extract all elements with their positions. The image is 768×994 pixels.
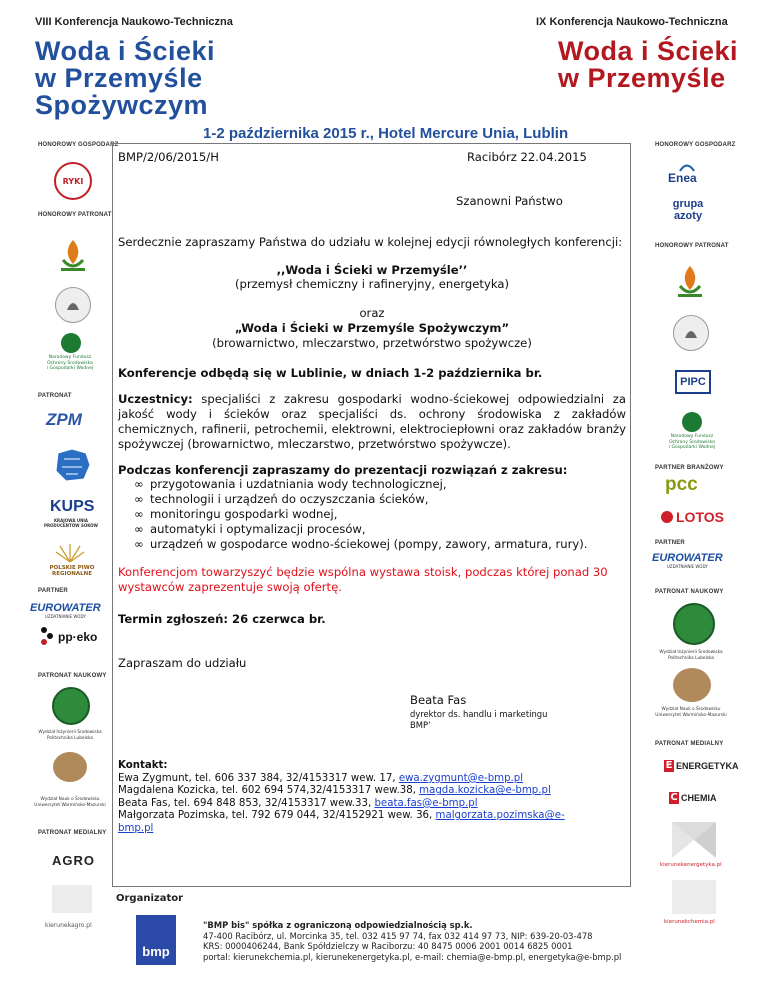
contact-email-link[interactable]: ewa.zygmunt@e-bmp.pl [398, 772, 524, 784]
agro-logo: AGRO [52, 853, 95, 868]
contact-details: Beata Fas, tel. 694 848 853, 32/4153317 wew.33, [118, 797, 375, 809]
wydzial-inz-left-seal-icon [52, 687, 90, 725]
polskie-piwo-label: POLSKIE PIWO REGIONALNE [49, 565, 95, 577]
left-edition-label: VIII Konferencja Naukowo-Techniczna [35, 16, 233, 28]
energetyka-text: ENERGETYKA [676, 761, 739, 771]
eurowater-right-logo: EUROWATER [652, 552, 723, 564]
wydzial-inz-right-text [648, 650, 734, 661]
conf2-subtitle: (browarnictwo, mleczarstwo, przetwórstwo spożywcze) [212, 335, 532, 350]
eurowater-right-sub: UZDATNIANIE WODY [667, 564, 708, 569]
contact-email-link[interactable]: magda.kozicka@e-bmp.pl [419, 785, 551, 797]
scope-item-text: monitoringu gospodarki wodnej, [150, 506, 338, 521]
right-edition-label: IX Konferencja Naukowo-Techniczna [536, 16, 728, 28]
registration-deadline: Termin zgłoszeń: 26 czerwca br. [118, 611, 326, 626]
nfos-right-line-3: i Gospodarki Wodnej [668, 445, 716, 450]
conf1-title: ,,Woda i Ścieki w Przemyśle’’ [276, 262, 468, 277]
list-item [134, 492, 626, 507]
left-label-honorowy-patronat: HONOROWY PATRONAT [38, 212, 112, 218]
organizer-label: Organizator [116, 893, 184, 904]
contact-line [118, 810, 588, 835]
scope-item-text: technologii i urządzeń do oczyszczania ścieków, [150, 492, 429, 507]
nfos-right-line-2: Ochrony Środowiska [669, 439, 715, 445]
energetyka-logo [664, 760, 739, 778]
ppeko-dots-icon [40, 626, 54, 646]
right-label-honorowy-patronat: HONOROWY PATRONAT [655, 243, 729, 249]
footer-address: 47-400 Racibórz, ul. Morcinka 35, tel. 032 415 97 74, fax 032 414 97 73, NIP: 639-20-03-478 [203, 930, 593, 941]
contact-line [118, 785, 626, 798]
contact-details: Ewa Zygmunt, tel. 606 337 384, 32/4153317 wew. 17, [118, 772, 399, 784]
conf2-title: „Woda i Ścieki w Przemyśle Spożywczym” [234, 320, 510, 335]
wydzial-inz-left-text [28, 730, 112, 741]
scope-list [118, 477, 626, 551]
right-title-line-1: Woda i Ścieki [558, 36, 739, 66]
letter-reference: BMP/2/06/2015/H [118, 150, 219, 164]
infinity-bullet-icon: ∞ [134, 506, 144, 521]
chemia-portal-label: kierunekchemia.pl [664, 919, 715, 925]
wydzial-inz-right-seal-icon [673, 603, 715, 645]
left-label-patronat-medialny: PATRONAT MEDIALNY [38, 830, 107, 836]
contact-details: Małgorzata Pozimska, tel. 792 679 044, 32/4152921 wew. 36, [118, 810, 436, 822]
energetyka-e-icon: E [665, 760, 673, 771]
ryki-logo-text: RYKI [62, 176, 84, 186]
oraz-label: oraz [359, 306, 385, 321]
footer-company-info [203, 920, 643, 962]
kups-logo: KUPS [50, 498, 95, 515]
nfos-left-icon [61, 333, 81, 353]
letter-header-row [118, 150, 626, 166]
wydzial-nauk-left-line-2: Uniwersytet Warmińsko-Mazurski [34, 802, 106, 808]
eurowater-left-logo: EUROWATER [30, 602, 101, 614]
wydzial-inz-left-line-2: Politechnika Lubelska [46, 735, 94, 741]
footer-portal: portal: kierunekchemia.pl, kierunekenergetyka.pl, e-mail: chemia@e-bmp.pl, energetyka@e-bmp.pl [203, 951, 622, 962]
wydzial-inz-left-line-1: Wydział Inżynierii Środowiska [38, 730, 102, 735]
infinity-bullet-icon: ∞ [134, 492, 144, 507]
agro-portal-graphic-icon [52, 885, 92, 913]
nfos-left-line-2: Ochrony Środowiska [47, 360, 93, 366]
wydzial-nauk-right-line-1: Wydział Nauk o Środowisku [661, 707, 721, 712]
lubelskie-right-emblem-icon [675, 262, 705, 300]
poland-map-icon [52, 447, 92, 483]
chemia-c-icon: C [670, 792, 678, 803]
enea-text: Enea [668, 171, 697, 185]
lotos-text: LOTOS [676, 509, 724, 525]
left-title-line-3: Spożywczym [35, 90, 209, 120]
left-conference-title [35, 38, 215, 119]
contact-details: Magdalena Kozicka, tel. 602 694 574,32/4153317 wew.38, [118, 785, 420, 797]
conference-date-location: 1-2 października 2015 r., Hotel Mercure Unia, Lublin [203, 125, 569, 142]
footer-krs: KRS: 0000406244, Bank Spółdzielczy w Raciborzu: 40 8475 0006 2001 0014 6825 0001 [203, 941, 573, 951]
signer-role: dyrektor ds. handlu i marketingu [410, 709, 548, 720]
list-item [134, 521, 626, 537]
contact-email-link[interactable]: beata.fas@e-bmp.pl [374, 797, 478, 809]
energetyka-portal-graphic-icon [672, 822, 716, 858]
letter-intro: Serdecznie zapraszamy Państwa do udziału w kolejnej edycji równoległych konferencji: [118, 234, 623, 249]
contact-line [118, 773, 626, 786]
left-title-line-2: w Przemyśle [35, 63, 203, 93]
nfos-left-text [42, 355, 98, 372]
contact-line [118, 798, 626, 811]
scope-item-text: urządzeń w gospodarce wodno-ściekowej (pompy, zawory, armatura, rury). [150, 536, 588, 551]
infinity-bullet-icon: ∞ [134, 536, 144, 551]
signer-company: BMP’ [410, 720, 431, 731]
right-label-honorowy-gospodarz: HONOROWY GOSPODARZ [655, 142, 736, 148]
kups-subtitle: KRAJOWA UNIA PRODUCENTÓW SOKÓW [44, 518, 98, 528]
list-item [134, 536, 626, 552]
bmp-logo-text: bmp [142, 944, 170, 959]
right-label-patronat-naukowy: PATRONAT NAUKOWY [655, 589, 724, 595]
infinity-bullet-icon: ∞ [134, 477, 144, 492]
scope-heading: Podczas konferencji zapraszamy do prezentacji rozwiązań z zakresu: [118, 462, 568, 477]
energetyka-portal-label: kierunekenergetyka.pl [660, 862, 722, 868]
right-conference-title [558, 38, 738, 92]
infinity-bullet-icon: ∞ [134, 521, 144, 536]
wydzial-inz-right-line-2: Politechnika Lubelska [667, 655, 715, 661]
enea-logo [665, 162, 709, 186]
right-label-partner-branzowy: PARTNER BRANŻOWY [655, 465, 724, 471]
ryki-logo [54, 162, 92, 200]
participants-text: specjaliści z zakresu gospodarki wodno-ściekowej odpowiedzialni za jakość wody i ścieków oraz specjaliści ds. ochrony środowiska z zakładów chemicznych, rafinerii, petrochemii, elektrowni, elektrociepłowni oraz zakładów branży spożywczej (browarnictwo, mleczarstwo, przetwórstwo spożywcze). [118, 392, 626, 451]
contact-heading: Kontakt: [118, 760, 168, 772]
left-label-patronat: PATRONAT [38, 393, 72, 399]
grupa-azoty-logo [663, 198, 713, 222]
polskie-piwo-emblem-icon [55, 538, 85, 564]
contact-email-link[interactable]: malgorzata.pozimska@e-bmp.pl [118, 810, 565, 834]
right-label-patronat-medialny: PATRONAT MEDIALNY [655, 741, 724, 747]
letter-place-date: Racibórz 22.04.2015 [467, 150, 587, 164]
scope-item-text: przygotowania i uzdatniania wody technologicznej, [150, 477, 447, 492]
lotos-flower-icon [660, 510, 674, 524]
left-label-patronat-naukowy: PATRONAT NAUKOWY [38, 673, 107, 679]
signer-block [118, 709, 626, 731]
chemia-logo [669, 792, 729, 810]
left-title-line-1: Woda i Ścieki [35, 36, 216, 66]
wojewoda-right-seal-icon [673, 315, 709, 351]
left-label-partner: PARTNER [38, 588, 68, 594]
nfos-right-icon [682, 412, 702, 432]
ppeko-logo [40, 624, 110, 650]
wojewoda-seal-icon [55, 287, 91, 323]
wydzial-nauk-right-line-2: Uniwersytet Warmińsko-Mazurski [655, 712, 727, 718]
wydzial-nauk-left-text [28, 797, 112, 808]
chemia-portal-graphic-icon [672, 880, 716, 914]
signer-name: Beata Fas [410, 692, 467, 707]
scope-item-text: automatyki i optymalizacji procesów, [150, 521, 366, 536]
list-item [134, 477, 626, 492]
wydzial-nauk-right-seal-icon [673, 668, 711, 702]
list-item [134, 506, 626, 522]
location-line: Konferencje odbędą się w Lublinie, w dniach 1-2 października br. [118, 365, 543, 380]
contact-block [118, 760, 626, 835]
agro-portal-label: kierunekagro.pl [45, 922, 92, 929]
wydzial-inz-right-line-1: Wydział Inżynierii Środowiska [659, 650, 723, 655]
nfos-left-line-3: i Gospodarki Wodnej [46, 366, 94, 371]
lubelskie-emblem-icon [58, 236, 88, 274]
nfos-right-text [664, 434, 720, 451]
letter-body [118, 150, 626, 835]
wydzial-nauk-left-line-1: Wydział Nauk o Środowisku [40, 797, 100, 802]
conf1-subtitle: (przemysł chemiczny i rafineryjny, energetyka) [235, 277, 509, 292]
pipc-logo: PIPC [675, 370, 711, 394]
footer-company-name: "BMP bis" spółka z ograniczoną odpowiedzialnością sp.k. [203, 920, 473, 930]
grupa-azoty-line-1: grupa [672, 198, 704, 210]
right-label-partner: PARTNER [655, 540, 685, 546]
ppeko-text: pp·eko [58, 630, 98, 644]
chemia-text: CHEMIA [681, 793, 717, 803]
nfos-right-line-1: Narodowy Fundusz [670, 434, 714, 439]
pcc-logo: pcc [665, 474, 698, 495]
lotos-logo [660, 507, 724, 527]
eurowater-left-sub: UZDATNIANIE WODY [45, 614, 86, 619]
grupa-azoty-line-2: azoty [673, 210, 703, 222]
participants-label: Uczestnicy: [118, 392, 193, 407]
left-label-honorowy-gospodarz: HONOROWY GOSPODARZ [38, 142, 119, 148]
bmp-logo [136, 915, 176, 965]
wydzial-nauk-right-text [648, 707, 734, 718]
zpm-logo: ZPM [46, 410, 82, 429]
wydzial-nauk-left-seal-icon [53, 752, 87, 782]
invite-line: Zapraszam do udziału [118, 655, 247, 670]
right-title-line-2: w Przemyśle [558, 63, 726, 93]
letter-salutation: Szanowni Państwo [456, 194, 563, 208]
participants-paragraph [118, 392, 626, 451]
exhibition-note: Konferencjom towarzyszyć będzie wspólna wystawa stoisk, podczas której ponad 30 wystawców zaprezentuje swoją ofertę. [118, 565, 608, 595]
nfos-left-line-1: Narodowy Fundusz [48, 355, 92, 360]
